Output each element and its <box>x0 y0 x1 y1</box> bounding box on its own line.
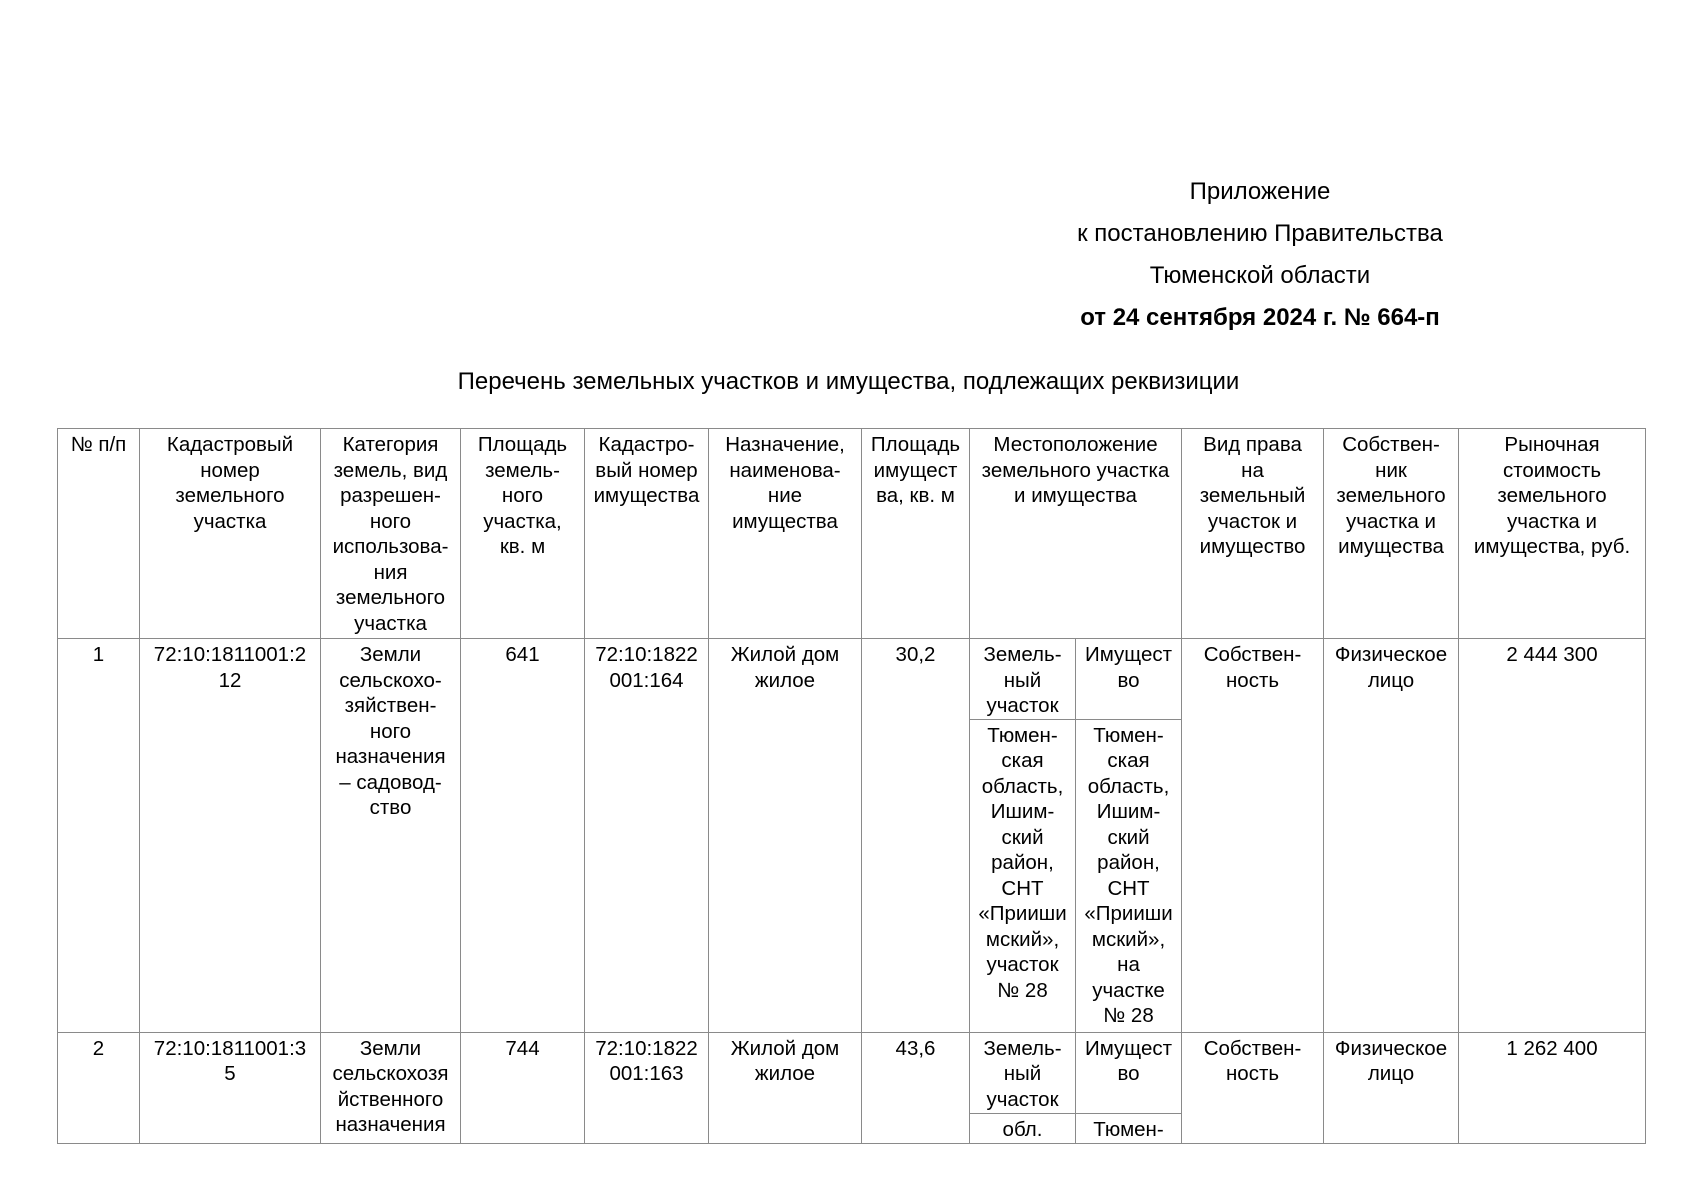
property-area-cell: 43,6 <box>862 1032 970 1143</box>
header-cell-number: № п/п <box>58 429 140 639</box>
right-type-cell: Собствен- ность <box>1182 1032 1324 1143</box>
cadastral-land-cell: 72:10:1811001:2 12 <box>140 639 321 1033</box>
purpose-cell: Жилой дом жилое <box>709 1032 862 1143</box>
header-cell-right-type: Вид права на земельный участок и имущество <box>1182 429 1324 639</box>
document-title: Перечень земельных участков и имущества, подлежащих реквизиции <box>457 368 1240 395</box>
header-cell-purpose: Назначение, наименова- ние имущества <box>709 429 862 639</box>
market-value-cell: 1 262 400 <box>1459 1032 1646 1143</box>
cadastral-land-cell: 72:10:1811001:3 5 <box>140 1032 321 1143</box>
table-row <box>58 639 1646 720</box>
owner-cell: Физическое лицо <box>1324 639 1459 1033</box>
cadastral-property-cell: 72:10:1822 001:163 <box>585 1032 709 1143</box>
table-header-row <box>58 429 1646 639</box>
category-cell: Земли сельскохозя йственного назначения <box>321 1032 461 1143</box>
appendix-resolution-line: к постановлению Правительства <box>1077 220 1443 247</box>
location-property-label-cell: Имущест во <box>1076 1032 1182 1113</box>
header-cell-cadastral-land: Кадастровый номер земельного участка <box>140 429 321 639</box>
owner-cell: Физическое лицо <box>1324 1032 1459 1143</box>
property-area-cell: 30,2 <box>862 639 970 1033</box>
header-cell-property-area: Площадь имущест ва, кв. м <box>862 429 970 639</box>
category-cell: Земли сельскохо- зяйствен- ного назначения – садовод- ство <box>321 639 461 1033</box>
appendix-block <box>1040 171 1480 339</box>
market-value-cell: 2 444 300 <box>1459 639 1646 1033</box>
location-land-cell: обл. <box>970 1113 1076 1143</box>
location-land-cell: Тюмен- ская область, Ишим- ский район, СНТ «Прииши мский», участок № 28 <box>970 719 1076 1032</box>
row-number: 1 <box>58 639 140 1033</box>
location-property-label-cell: Имущест во <box>1076 639 1182 720</box>
cadastral-property-cell: 72:10:1822 001:164 <box>585 639 709 1033</box>
land-area-cell: 744 <box>461 1032 585 1143</box>
appendix-label: Приложение <box>1189 178 1331 205</box>
appendix-date-number: от 24 сентября 2024 г. № 664-п <box>1080 304 1440 331</box>
header-cell-market-value: Рыночная стоимость земельного участка и имущества, руб. <box>1459 429 1646 639</box>
header-cell-owner: Собствен- ник земельного участка и имущества <box>1324 429 1459 639</box>
requisition-table <box>57 428 1646 1144</box>
header-cell-location: Местоположение земельного участка и имущества <box>970 429 1182 639</box>
location-land-label-cell: Земель- ный участок <box>970 639 1076 720</box>
table-row <box>58 1032 1646 1113</box>
header-cell-category: Категория земель, вид разрешен- ного использова- ния земельного участка <box>321 429 461 639</box>
header-cell-land-area: Площадь земель- ного участка, кв. м <box>461 429 585 639</box>
header-cell-cadastral-property: Кадастро- вый номер имущества <box>585 429 709 639</box>
land-area-cell: 641 <box>461 639 585 1033</box>
location-property-cell: Тюмен- <box>1076 1113 1182 1143</box>
appendix-region-line: Тюменской области <box>1149 262 1371 289</box>
location-land-label-cell: Земель- ный участок <box>970 1032 1076 1113</box>
location-property-cell: Тюмен- ская область, Ишим- ский район, СНТ «Прииши мский», на участке № 28 <box>1076 719 1182 1032</box>
purpose-cell: Жилой дом жилое <box>709 639 862 1033</box>
right-type-cell: Собствен- ность <box>1182 639 1324 1033</box>
row-number: 2 <box>58 1032 140 1143</box>
